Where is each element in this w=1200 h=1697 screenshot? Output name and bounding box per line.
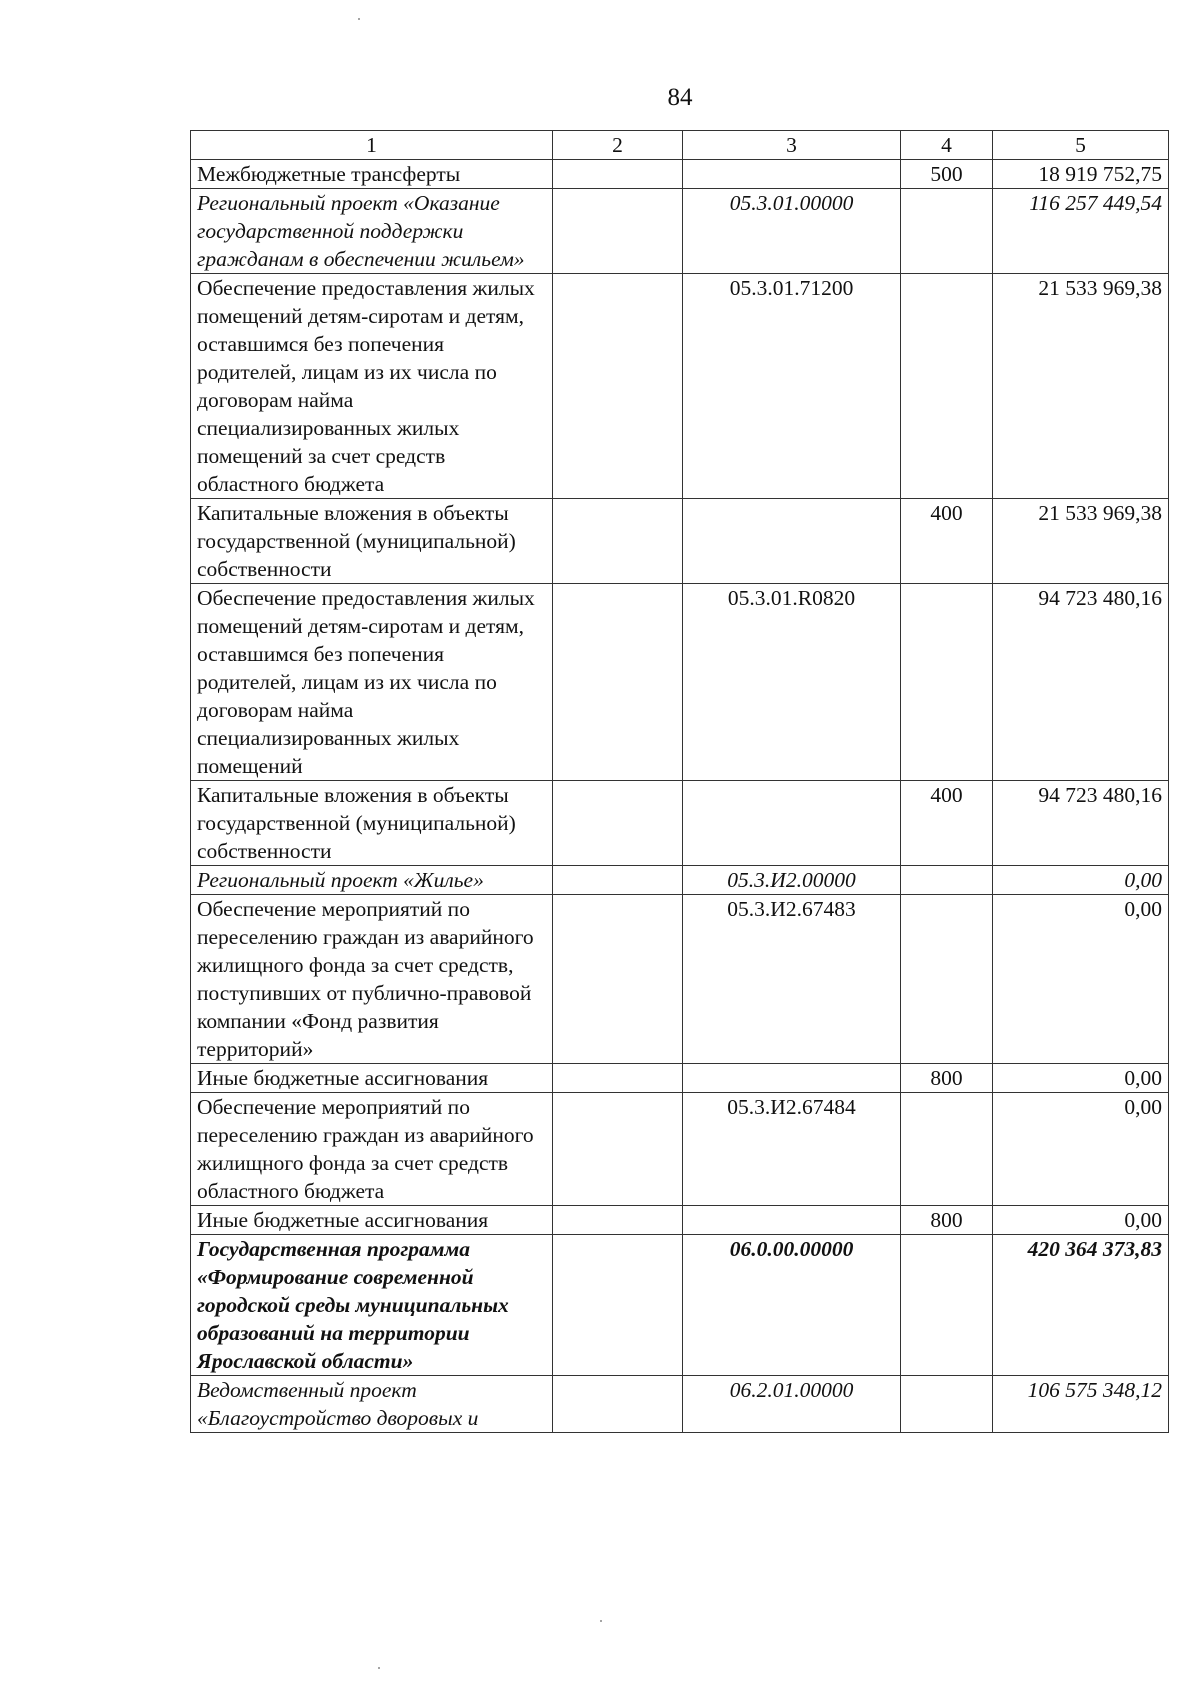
row-name-cell: Ведомственный проект «Благоустройство дворовых и <box>191 1376 553 1433</box>
row-amount-cell: 106 575 348,12 <box>993 1376 1169 1433</box>
row-col2-cell <box>553 1376 683 1433</box>
row-col2-cell <box>553 1093 683 1206</box>
table-row <box>191 274 1169 499</box>
row-type-cell <box>901 895 993 1064</box>
row-col2-cell <box>553 1064 683 1093</box>
row-type-cell: 800 <box>901 1206 993 1235</box>
row-code-cell: 06.2.01.00000 <box>683 1376 901 1433</box>
header-cell-col3: 3 <box>683 131 901 160</box>
table-header-row <box>191 131 1169 160</box>
row-type-cell <box>901 274 993 499</box>
table-row <box>191 1093 1169 1206</box>
row-amount-cell: 0,00 <box>993 1064 1169 1093</box>
row-col2-cell <box>553 895 683 1064</box>
row-amount-cell: 0,00 <box>993 895 1169 1064</box>
row-amount-cell: 0,00 <box>993 1206 1169 1235</box>
budget-table <box>190 130 1169 1433</box>
row-code-cell <box>683 1206 901 1235</box>
row-col2-cell <box>553 1206 683 1235</box>
row-code-cell: 05.3.01.00000 <box>683 189 901 274</box>
row-code-cell: 05.3.И2.00000 <box>683 866 901 895</box>
table-row <box>191 1064 1169 1093</box>
row-name-cell: Обеспечение мероприятий по переселению граждан из аварийного жилищного фонда за счет средств областного бюджета <box>191 1093 553 1206</box>
header-cell-col1: 1 <box>191 131 553 160</box>
row-code-cell: 05.3.01.R0820 <box>683 584 901 781</box>
row-type-cell <box>901 1376 993 1433</box>
row-col2-cell <box>553 160 683 189</box>
scan-speck <box>600 1620 602 1622</box>
row-col2-cell <box>553 189 683 274</box>
row-amount-cell: 94 723 480,16 <box>993 781 1169 866</box>
row-amount-cell: 21 533 969,38 <box>993 274 1169 499</box>
row-col2-cell <box>553 781 683 866</box>
row-amount-cell: 21 533 969,38 <box>993 499 1169 584</box>
row-type-cell: 400 <box>901 499 993 584</box>
header-cell-col5: 5 <box>993 131 1169 160</box>
table-row <box>191 584 1169 781</box>
table-row <box>191 1206 1169 1235</box>
row-name-cell: Иные бюджетные ассигнования <box>191 1206 553 1235</box>
table-row <box>191 160 1169 189</box>
row-code-cell: 05.3.01.71200 <box>683 274 901 499</box>
page-number: 84 <box>667 84 693 111</box>
row-name-cell: Обеспечение предоставления жилых помещений детям-сиротам и детям, оставшимся без попечения родителей, лицам из их числа по договорам найма специализированных жилых помещений за счет средств областного бюджета <box>191 274 553 499</box>
header-cell-col4: 4 <box>901 131 993 160</box>
table-row <box>191 866 1169 895</box>
row-name-cell: Капитальные вложения в объекты государственной (муниципальной) собственности <box>191 781 553 866</box>
row-amount-cell: 94 723 480,16 <box>993 584 1169 781</box>
table-row <box>191 189 1169 274</box>
table-row <box>191 895 1169 1064</box>
row-code-cell: 05.3.И2.67483 <box>683 895 901 1064</box>
row-amount-cell: 0,00 <box>993 1093 1169 1206</box>
row-col2-cell <box>553 499 683 584</box>
header-cell-col2: 2 <box>553 131 683 160</box>
table-row <box>191 1235 1169 1376</box>
row-col2-cell <box>553 1235 683 1376</box>
row-code-cell <box>683 781 901 866</box>
row-name-cell: Государственная программа «Формирование современной городской среды муниципальных образований на территории Ярославской области» <box>191 1235 553 1376</box>
row-type-cell <box>901 584 993 781</box>
row-name-cell: Иные бюджетные ассигнования <box>191 1064 553 1093</box>
row-type-cell <box>901 866 993 895</box>
row-type-cell <box>901 189 993 274</box>
scan-speck <box>378 1667 380 1669</box>
row-amount-cell: 18 919 752,75 <box>993 160 1169 189</box>
row-code-cell <box>683 1064 901 1093</box>
row-name-cell: Региональный проект «Жилье» <box>191 866 553 895</box>
row-type-cell: 400 <box>901 781 993 866</box>
table-row <box>191 781 1169 866</box>
row-col2-cell <box>553 274 683 499</box>
row-amount-cell: 116 257 449,54 <box>993 189 1169 274</box>
row-name-cell: Капитальные вложения в объекты государственной (муниципальной) собственности <box>191 499 553 584</box>
row-type-cell: 500 <box>901 160 993 189</box>
scan-speck <box>358 18 360 20</box>
row-name-cell: Региональный проект «Оказание государственной поддержки гражданам в обеспечении жильем» <box>191 189 553 274</box>
row-amount-cell: 0,00 <box>993 866 1169 895</box>
row-type-cell <box>901 1093 993 1206</box>
row-amount-cell: 420 364 373,83 <box>993 1235 1169 1376</box>
row-name-cell: Обеспечение предоставления жилых помещений детям-сиротам и детям, оставшимся без попечения родителей, лицам из их числа по договорам найма специализированных жилых помещений <box>191 584 553 781</box>
table-row <box>191 1376 1169 1433</box>
row-code-cell: 06.0.00.00000 <box>683 1235 901 1376</box>
row-col2-cell <box>553 866 683 895</box>
table-row <box>191 499 1169 584</box>
row-name-cell: Обеспечение мероприятий по переселению граждан из аварийного жилищного фонда за счет средств, поступивших от публично-правовой компании «Фонд развития территорий» <box>191 895 553 1064</box>
row-name-cell: Межбюджетные трансферты <box>191 160 553 189</box>
row-type-cell <box>901 1235 993 1376</box>
row-type-cell: 800 <box>901 1064 993 1093</box>
row-code-cell <box>683 499 901 584</box>
row-col2-cell <box>553 584 683 781</box>
row-code-cell: 05.3.И2.67484 <box>683 1093 901 1206</box>
row-code-cell <box>683 160 901 189</box>
